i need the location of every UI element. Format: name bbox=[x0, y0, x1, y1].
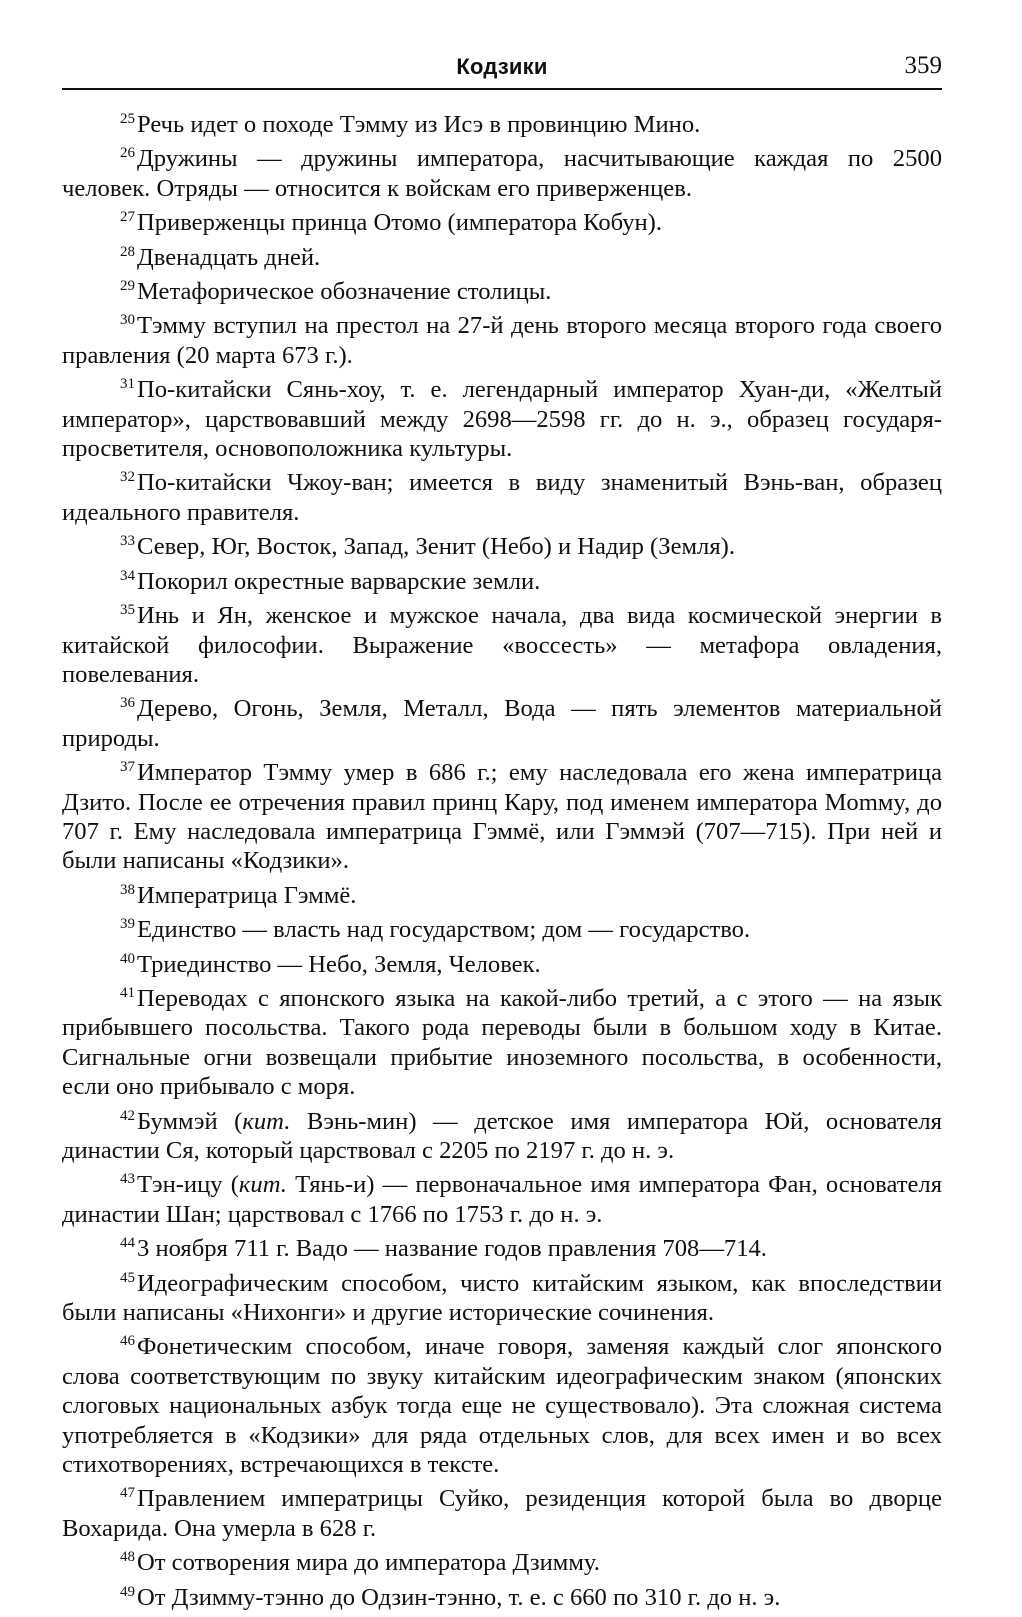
footnote-number: 30 bbox=[120, 312, 135, 329]
page-header bbox=[62, 40, 942, 90]
footnote-41 bbox=[62, 984, 942, 1102]
footnote-number: 45 bbox=[120, 1269, 135, 1286]
footnote-text-start: Тэн-ицу ( bbox=[137, 1171, 239, 1199]
footnote-38 bbox=[62, 881, 942, 910]
footnote-number: 48 bbox=[120, 1549, 135, 1566]
footnote-abbreviation: кит. bbox=[238, 1171, 287, 1199]
footnote-text: Приверженцы принца Отомо (императора Кобун). bbox=[137, 209, 663, 237]
footnote-27 bbox=[62, 208, 942, 237]
footnote-number: 40 bbox=[120, 950, 135, 967]
footnotes-list bbox=[62, 110, 942, 1612]
footnote-number: 49 bbox=[120, 1583, 135, 1600]
footnote-text: Единство — власть над государством; дом — государство. bbox=[137, 916, 751, 944]
footnote-number: 47 bbox=[120, 1485, 135, 1502]
footnote-text: Императрица Гэммё. bbox=[137, 881, 357, 909]
footnote-text-end: Тянь-и) — первоначальное имя императора Фан, основателя династии Шан; царствовал с 1766 по 1753 г. до н. э. bbox=[62, 1171, 943, 1228]
footnote-31 bbox=[62, 375, 942, 463]
footnote-text: Инь и Ян, женское и мужское начала, два вида космической энергии в китайской философии. Выражение «воссесть» — метафора овладения, повелевания. bbox=[62, 602, 942, 688]
footnote-36 bbox=[62, 694, 942, 753]
footnote-35 bbox=[62, 601, 942, 689]
footnote-text: Переводах с японского языка на какой-либо третий, а с этого — на язык прибывшего посольства. Такого рода переводы были в большом ходу в Китае. Сигнальные огни возвещали прибытие иноземного посольства, в особенности, если оно прибывало с моря. bbox=[62, 984, 942, 1101]
footnote-number: 28 bbox=[120, 243, 135, 260]
footnote-number: 44 bbox=[120, 1235, 135, 1252]
footnote-37 bbox=[62, 758, 942, 876]
footnote-45 bbox=[62, 1269, 942, 1328]
footnote-44 bbox=[62, 1234, 942, 1263]
footnote-text: Метафорическое обозначение столицы. bbox=[137, 278, 552, 306]
footnote-text: По-китайски Сянь-хоу, т. е. легендарный император Хуан-ди, «Желтый император», царствовавший между 2698—2598 гг. до н. э., образец государя-просветителя, основоположника культуры. bbox=[62, 376, 942, 463]
footnote-34 bbox=[62, 567, 942, 596]
footnote-43 bbox=[62, 1170, 942, 1229]
footnote-text: Покорил окрестные варварские земли. bbox=[137, 567, 541, 595]
footnote-number: 41 bbox=[120, 984, 135, 1001]
book-page bbox=[62, 40, 942, 1617]
footnote-number: 29 bbox=[120, 278, 135, 295]
footnote-49 bbox=[62, 1583, 942, 1612]
footnote-39 bbox=[62, 915, 942, 944]
footnote-text: Двенадцать дней. bbox=[137, 243, 321, 271]
footnote-47 bbox=[62, 1484, 942, 1543]
footnote-text: Речь идет о походе Тэмму из Исэ в провинцию Мино. bbox=[137, 111, 701, 138]
footnote-text: По-китайски Чжоу-ван; имеется в виду знаменитый Вэнь-ван, образец идеального правителя. bbox=[62, 469, 942, 526]
footnote-text: 3 ноября 711 г. Вадо — название годов правления 708—714. bbox=[137, 1235, 767, 1263]
footnote-number: 39 bbox=[120, 916, 135, 933]
footnote-number: 33 bbox=[120, 533, 135, 550]
footnote-text: От сотворения мира до императора Дзимму. bbox=[137, 1549, 600, 1577]
footnote-26 bbox=[62, 144, 942, 203]
footnote-30 bbox=[62, 311, 942, 370]
footnote-number: 31 bbox=[120, 376, 135, 393]
footnote-text-end: Вэнь-мин) — детское имя императора Юй, основателя династии Ся, который царствовал с 2205 по 2197 г. до н. э. bbox=[62, 1107, 942, 1164]
footnote-46 bbox=[62, 1332, 942, 1479]
footnote-text: Триединство — Небо, Земля, Человек. bbox=[137, 950, 541, 978]
footnote-number: 43 bbox=[120, 1171, 135, 1188]
footnote-number: 34 bbox=[120, 567, 135, 584]
footnote-number: 42 bbox=[120, 1107, 135, 1124]
footnote-text-start: Буммэй ( bbox=[137, 1107, 243, 1135]
footnote-number: 37 bbox=[120, 759, 135, 776]
footnote-number: 35 bbox=[120, 602, 135, 619]
footnote-text: Север, Юг, Восток, Запад, Зенит (Небо) и Надир (Земля). bbox=[137, 533, 735, 561]
footnote-text: Правлением императрицы Суйко, резиденция которой была во дворце Вохарида. Она умерла в 628 г. bbox=[62, 1485, 942, 1542]
footnote-28 bbox=[62, 243, 942, 272]
footnote-text: Идеографическим способом, чисто китайским языком, как впоследствии были написаны «Нихонги» и другие исторические сочинения. bbox=[62, 1269, 942, 1327]
footnote-number: 27 bbox=[120, 209, 135, 226]
footnote-number: 32 bbox=[120, 469, 135, 486]
footnote-text: Фонетическим способом, иначе говоря, заменяя каждый слог японского слова соответствующим по звуку китайским идеографическим знаком (японских слоговых национальных азбук тогда еще не существовало). Эта сложная система употребляется в «Кодзики» для ряда отдельных слов, для всех имен и во всех стихотворениях, встречающихся в тексте. bbox=[62, 1333, 942, 1479]
footnote-42 bbox=[62, 1107, 942, 1166]
footnote-text: От Дзимму-тэнно до Одзин-тэнно, т. е. с 660 по 310 г. до н. э. bbox=[137, 1583, 781, 1611]
page-number: 359 bbox=[904, 52, 942, 79]
footnote-number: 25 bbox=[120, 111, 135, 127]
footnote-33 bbox=[62, 532, 942, 561]
footnote-number: 46 bbox=[120, 1333, 135, 1350]
running-title: Кодзики bbox=[456, 54, 548, 79]
footnote-32 bbox=[62, 468, 942, 527]
footnote-25 bbox=[62, 110, 942, 139]
footnote-48 bbox=[62, 1548, 942, 1577]
footnote-number: 38 bbox=[120, 881, 135, 898]
footnote-number: 36 bbox=[120, 695, 135, 712]
footnote-number: 26 bbox=[120, 145, 135, 162]
footnote-40 bbox=[62, 950, 942, 979]
footnote-text: Дерево, Огонь, Земля, Металл, Вода — пять элементов материальной природы. bbox=[62, 695, 942, 752]
footnote-29 bbox=[62, 277, 942, 306]
footnote-abbreviation: кит. bbox=[242, 1107, 291, 1135]
footnote-text: Дружины — дружины императора, насчитывающие каждая по 2500 человек. Отряды — относится к войскам его приверженцев. bbox=[62, 145, 942, 202]
footnote-text: Тэмму вступил на престол на 27-й день второго месяца второго года своего правления (20 марта 673 г.). bbox=[62, 312, 942, 369]
footnote-text: Император Тэмму умер в 686 г.; ему наследовала его жена императрица Дзито. После ее отречения правил принц Кару, под именем императора Momмy, до 707 г. Ему наследовала императрица Гэммё, или Гэммэй (707—715). При ней и были написаны «Кодзики». bbox=[62, 759, 942, 875]
